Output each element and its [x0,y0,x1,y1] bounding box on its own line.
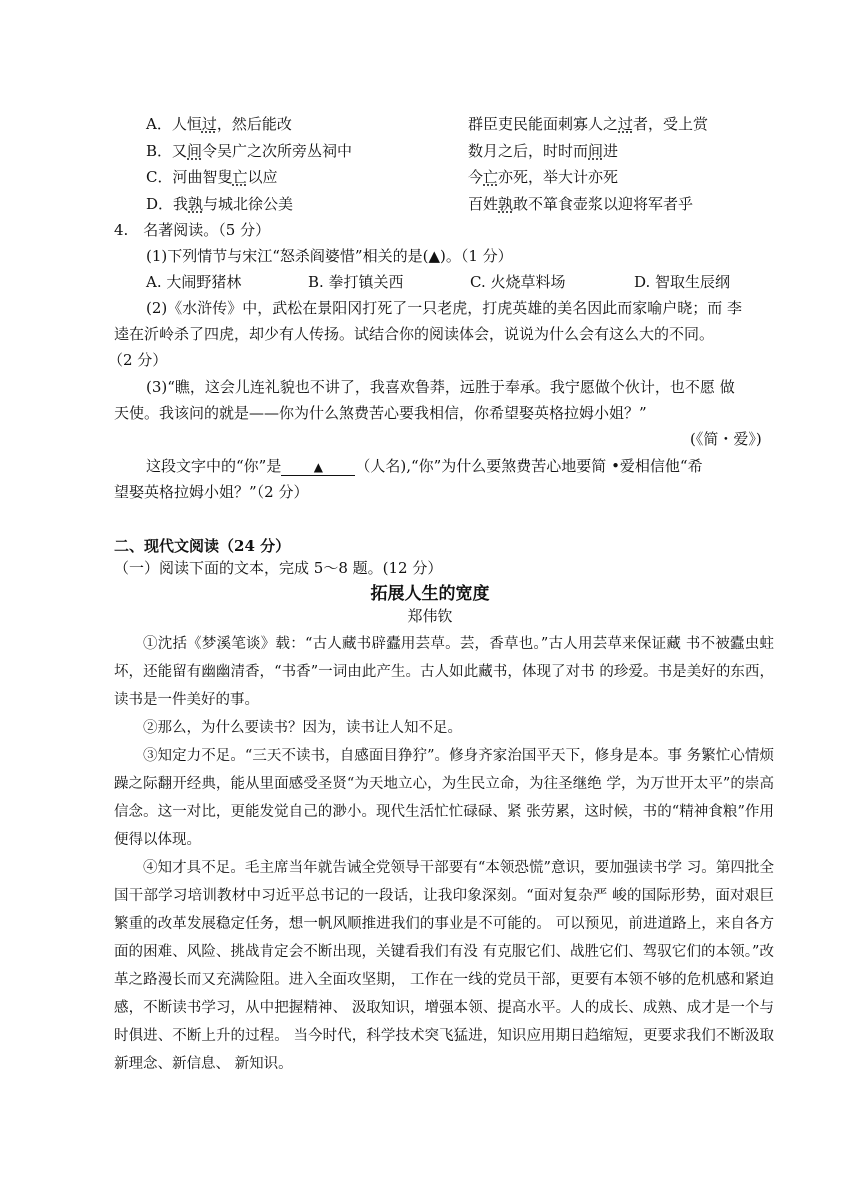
q4-sub3-quote-line2: 天使。我该问的就是——你为什么煞费苦心要我相信，你希望娶英格拉姆小姐？” [114,404,647,422]
q3-option-a-right: 群臣吏民能面刺寡人之过者，受上赏 [468,115,709,133]
q3-option-c-right: 今亡亦死，举大计亦死 [468,168,619,186]
article-paragraph-4: ④知才具不足。毛主席当年就告诫全党领导干部要有“本领恐慌”意识，要加强读书学 习。第四批全国干部学习培训教材中习近平总书记的一段话，让我印象深刻。“面对复杂严 峻的国际形势，面对艰巨繁重的改革发展稳定任务，想一帆风顺推进我们的事业是不可能的。 可以预见，前进道路上，来自各方面的困难、风险、挑战肯定会不断出现，关键看我们有没 有克服它们、战胜它们、驾驭它们的本领。”改革之路漫长而又充满险阻。进入全面攻坚期， 工作在一线的党员干部，更要有本领不够的危机感和紧迫感，不断读书学习，从中把握精神、 汲取知识，增强本领、提高水平。人的成长、成熟、成才是一个与时俱进、不断上升的过程。 当今时代，科学技术突飞猛进，知识应用期日趋缩短，更要求我们不断汲取新理念、新信息、 新知识。 [114,860,774,1072]
q4-sub1-option-a: A. 大闹野猪林 [146,273,242,291]
section2-subheading: （一）阅读下面的文本，完成 5～8 题。(12 分） [114,559,443,577]
article-paragraph-3: ③知定力不足。“三天不读书，自感面目狰狞”。修身齐家治国平天下，修身是本。事 务繁忙心情烦躁之际翻开经典，能从里面感受圣贤“为天地立心，为生民立命，为往圣继绝 学，为万世开太平”的崇高信念。这一对比，更能发觉自己的渺小。现代生活忙忙碌碌、紧 张劳累，这时候，书的“精神食粮”作用便得以体现。 [114,748,774,848]
q4-sub1-option-d: D. 智取生辰纲 [634,273,731,291]
q4-sub3-question-part1: 这段文字中的“你”是 [146,457,282,475]
q3-option-b-right: 数月之后，时时而间进 [468,142,619,160]
q3-option-a-left: A．人恒过，然后能改 [146,115,292,133]
q4-sub1-stem: (1)下列情节与宋江“怒杀阎婆惜”相关的是(▲)。（1 分） [146,247,513,265]
q4-sub1-option-b: B. 拳打镇关西 [308,273,404,291]
answer-blank[interactable] [281,458,355,476]
article-author: 郑伟钦 [407,607,453,625]
article-paragraph-2: ②那么，为什么要读书？因为，读书让人知不足。 [143,720,462,736]
article-paragraph-1: ①沈括《梦溪笔谈》载：“古人藏书辟蠹用芸草。芸，香草也。”古人用芸草来保证藏 书不被蠹虫蛀坏，还能留有幽幽清香，“书香”一词由此产生。古人如此藏书，体现了对书 的珍爱。书是美好的东西，读书是一件美好的事。 [114,636,774,708]
q4-sub3-question-part2: （人名),“你”为什么要煞费苦心地要简 •爱相信他“希 [355,457,703,475]
q4-sub3-source: (《简・爱》) [690,430,762,448]
q3-option-d-left: D．我孰与城北徐公美 [146,195,294,213]
placeholder-triangle-icon: ▲ [313,460,323,474]
q4-sub2-line2: 逵在沂岭杀了四虎，却少有人传扬。试结合你的阅读体会，说说为什么会有这么大的不同。 [114,325,715,343]
q3-option-c-left: C．河曲智叟亡以应 [146,168,278,186]
q3-option-b-left: B．又间令吴广之次所旁丛祠中 [146,142,353,160]
section2-heading: 二、现代文阅读（24 分） [114,537,291,555]
q4-sub2-line1: (2)《水浒传》中，武松在景阳冈打死了一只老虎，打虎英雄的美名因此而家喻户晓；而 李 [146,299,743,317]
q3-option-d-right: 百姓孰敢不箪食壶浆以迎将军者乎 [468,195,694,213]
q4-sub1-option-c: C. 火烧草料场 [470,273,566,291]
article-title: 拓展人生的宽度 [370,584,490,604]
q4-header: 4. 名著阅读。（5 分） [114,221,271,239]
q4-sub2-line3: （2 分） [108,351,168,369]
q4-sub3-question-line1 [146,455,703,476]
q4-sub3-question-line2: 望娶英格拉姆小姐？”（2 分） [114,483,309,501]
q4-sub3-quote-line1: (3)“瞧，这会儿连礼貌也不讲了，我喜欢鲁莽，远胜于奉承。我宁愿做个伙计，也不愿 做 [146,378,735,396]
